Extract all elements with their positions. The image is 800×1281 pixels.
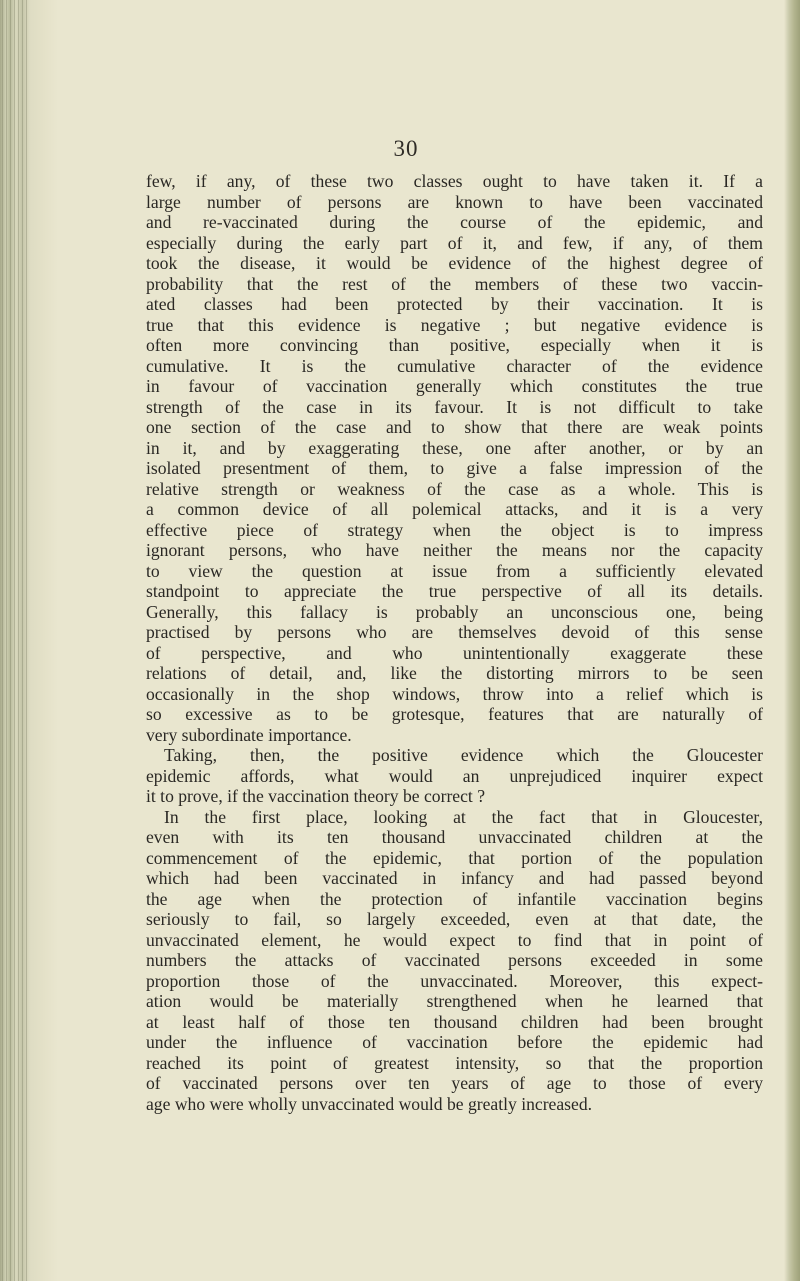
text-line: Taking, then, the positive evidence which the Gloucester [164,745,763,765]
text-line: it to prove, if the vaccination theory be correct ? [146,786,486,806]
text-line: commencement of the epidemic, that portion of the population [146,847,763,868]
text-line: relations of detail, and, like the distorting mirrors to be seen [146,663,763,683]
text-line: of vaccinated persons over ten years of age to those of every [146,1073,763,1093]
text-line: ation would be materially strengthened when he learned that [146,991,763,1011]
text-line: a common device of all polemical attacks, and it is a very [146,499,763,519]
text-line: practised by persons who are themselves devoid of this sense [146,622,763,642]
page-binding-edge [0,0,58,1281]
text-line: of perspective, and who unintentionally exaggerate these [146,642,763,663]
text-line: proportion those of the unvaccinated. Moreover, this expect- [146,970,763,991]
text-line: ated classes had been protected by their vaccination. It is [146,294,763,314]
text-line: strength of the case in its favour. It is not difficult to take [146,396,763,417]
text-line: unvaccinated element, he would expect to find that in point of [146,929,763,950]
text-line: In the first place, looking at the fact that in Gloucester, [164,806,763,827]
text-line: in it, and by exaggerating these, one after another, or by an [146,437,763,458]
page-number: 30 [393,136,419,161]
text-line: true that this evidence is negative ; but negative evidence is [146,314,763,335]
text-line: epidemic affords, what would an unprejudiced inquirer expect [146,765,763,786]
text-line: the age when the protection of infantile vaccination begins [146,888,763,909]
text-line: so excessive as to be grotesque, features that are naturally of [146,704,763,724]
text-line: in favour of vaccination generally which constitutes the true [146,376,763,396]
text-line: occasionally in the shop windows, throw into a relief which is [146,683,763,704]
text-line: to view the question at issue from a sufficiently elevated [146,560,763,581]
text-line: relative strength or weakness of the case as a whole. This is [146,478,763,499]
text-line: age who were wholly unvaccinated would be greatly increased. [146,1093,593,1114]
text-line: few, if any, of these two classes ought to have taken it. If a [146,171,763,191]
text-line: numbers the attacks of vaccinated persons exceeded in some [146,950,763,970]
text-line: seriously to fail, so largely exceeded, even at that date, the [146,909,763,929]
text-line: very subordinate importance. [146,724,352,745]
text-line: especially during the early part of it, and few, if any, of them [146,232,763,253]
text-line: isolated presentment of them, to give a false impression of the [146,458,763,478]
text-line: which had been vaccinated in infancy and had passed beyond [146,868,763,888]
page-right-edge [784,0,800,1281]
text-line: ignorant persons, who have neither the means nor the capacity [146,540,763,560]
text-line: large number of persons are known to have been vaccinated [146,191,763,212]
text-line: and re-vaccinated during the course of the epidemic, and [146,212,763,232]
text-line: often more convincing than positive, especially when it is [146,335,763,355]
body-text [146,171,763,1114]
text-line: under the influence of vaccination before the epidemic had [146,1032,763,1052]
text-line: even with its ten thousand unvaccinated children at the [146,827,763,847]
text-line: took the disease, it would be evidence of the highest degree of [146,253,763,273]
text-line: Generally, this fallacy is probably an unconscious one, being [146,601,763,622]
text-line: probability that the rest of the members of these two vaccin- [146,273,763,294]
text-line: standpoint to appreciate the true perspective of all its details. [146,581,763,601]
text-line: effective piece of strategy when the object is to impress [146,519,763,540]
text-line: reached its point of greatest intensity, so that the proportion [146,1052,763,1073]
text-line: one section of the case and to show that there are weak points [146,417,763,437]
text-line: at least half of those ten thousand children had been brought [146,1011,763,1032]
text-line: cumulative. It is the cumulative character of the evidence [146,355,763,376]
